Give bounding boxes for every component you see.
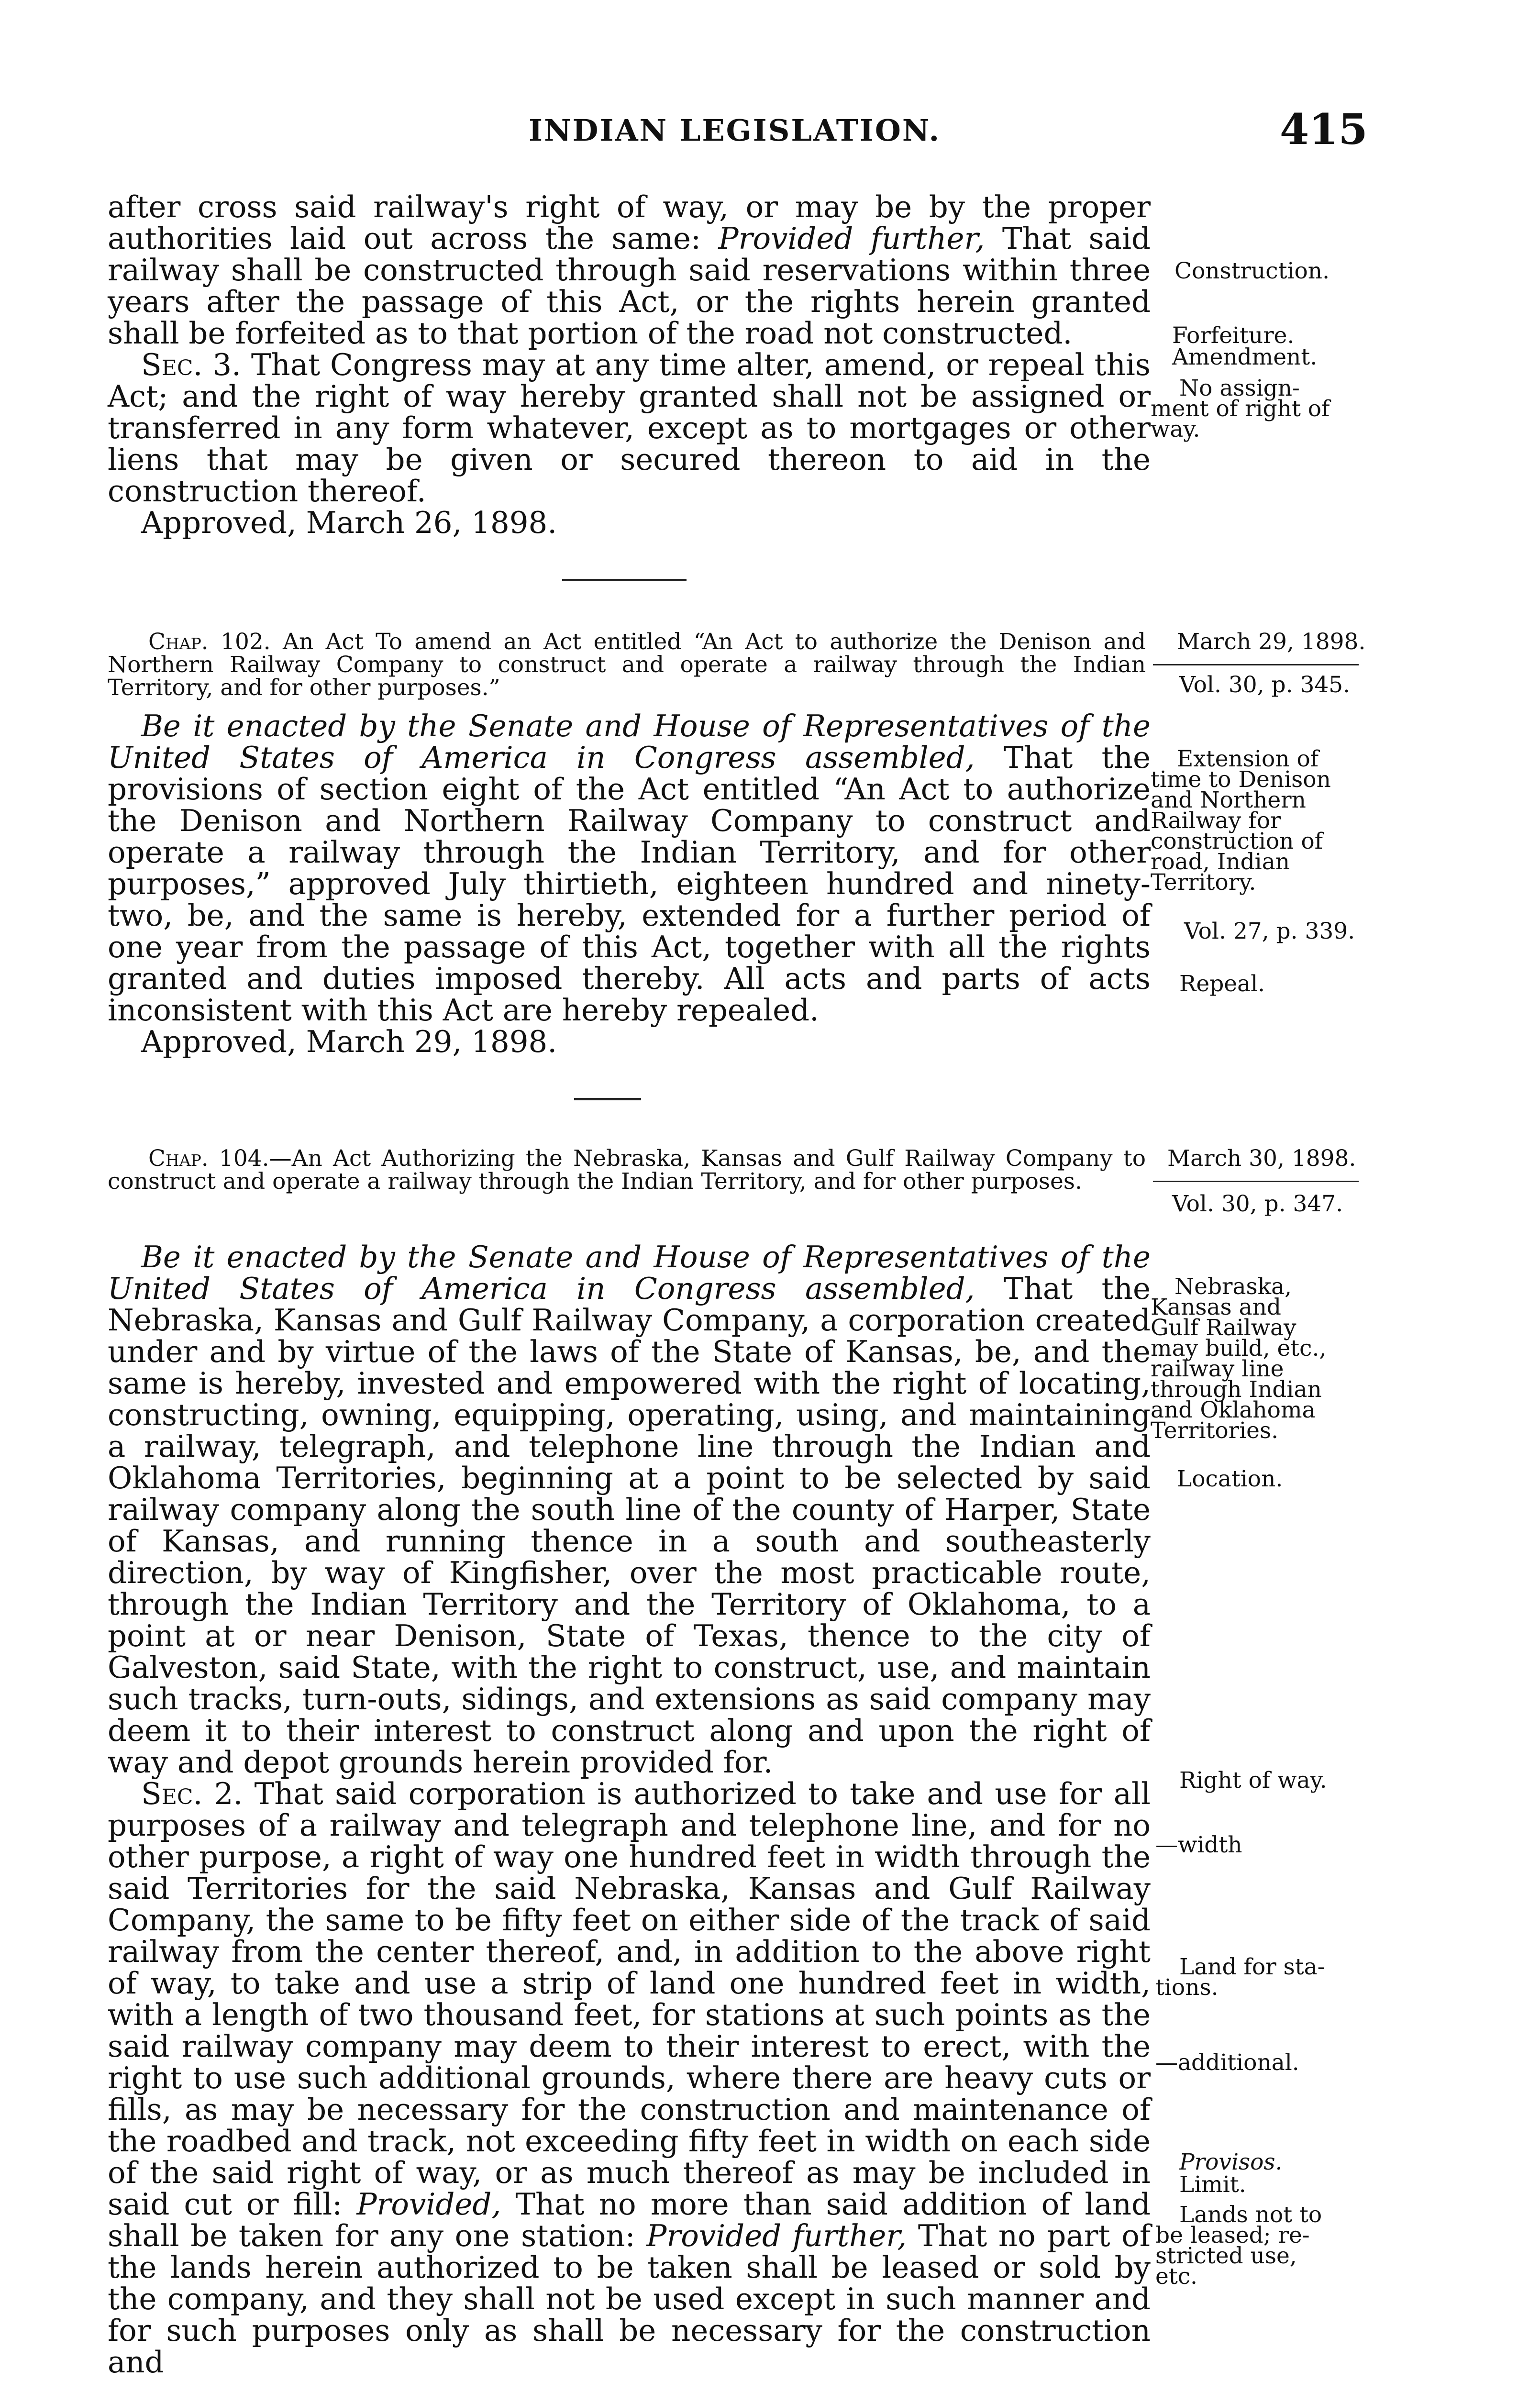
section-2 — [108, 1778, 1151, 2378]
margin-note-provisos: Provisos. — [1179, 2149, 1283, 2175]
enacting-paragraph — [108, 1241, 1151, 1778]
text-run: That no more than said addition of land shall be taken for any one station: — [108, 2187, 1151, 2253]
note-line: Land for sta- — [1179, 1954, 1325, 1980]
note-line: Lands not to — [1179, 2202, 1322, 2228]
note-line: etc. — [1155, 2263, 1197, 2290]
approval-date: Approved, March 29, 1898. — [141, 1024, 557, 1059]
note-line: construction of — [1151, 828, 1323, 854]
note-line: railway line — [1151, 1356, 1284, 1382]
page-number: 415 — [1280, 104, 1368, 154]
chapter-label: Chap. 102. — [148, 629, 271, 655]
note-line: and Oklahoma — [1151, 1397, 1316, 1423]
proviso-italic: Provided further, — [646, 2218, 907, 2253]
note-line: ment of right of — [1151, 396, 1330, 422]
chapter-label: Chap. 104. — [148, 1145, 269, 1172]
note-line: Nebraska, — [1174, 1274, 1292, 1300]
note-line: stricted use, — [1155, 2243, 1297, 2269]
margin-note-chap102-date: March 29, 1898. — [1177, 629, 1366, 655]
section-3 — [108, 349, 1151, 507]
note-line: be leased; re- — [1155, 2222, 1310, 2248]
margin-note-chap104-ref: Vol. 30, p. 347. — [1172, 1191, 1343, 1217]
proviso-italic: Provided further, — [718, 221, 985, 256]
margin-note-extension — [1151, 746, 1331, 896]
text-run: That the Nebraska, Kansas and Gulf Railway Company, a corporation created under and by virtue of the laws of the State of Kansas, be, and the same is hereby, invested and empowered with the right of locating, constructing, owning, equipping, operating, using, and maintaining a railway, telegraph, and telephone line through the Indian and Oklahoma Territories, beginning at a point to be selected by said railway company along the south line of the county of Harper, State of Kansas, and running thence in a south and southeasterly direction, by way of Kingfisher, over the most practicable route, through the Indian Territory and the Territory of Oklahoma, to a point at or near Denison, State of Texas, thence to the city of Galveston, said State, with the right to construct, use, and maintain such tracks, turn-outs, sidings, and extensions as said company may deem it to their interest to construct along and upon the right of way and depot grounds herein provided for. — [108, 1271, 1151, 1780]
margin-note-land-for-stations — [1155, 1954, 1325, 2001]
margin-note-extension-ref: Vol. 27, p. 339. — [1184, 918, 1355, 944]
chap-104-heading — [108, 1147, 1146, 1193]
note-line: way. — [1151, 416, 1200, 443]
margin-note-chap104-date: March 30, 1898. — [1167, 1145, 1356, 1172]
proviso-italic: Provided, — [356, 2187, 501, 2222]
note-line: Gulf Railway — [1151, 1315, 1296, 1341]
text-run: after cross said railway's right of way, or may be by the proper authorities laid out across the same: — [108, 189, 1151, 256]
note-line: through Indian — [1151, 1376, 1322, 1403]
margin-note-right-of-way: Right of way. — [1179, 1767, 1327, 1794]
note-line: No assign- — [1179, 375, 1300, 401]
enacting-paragraph — [108, 710, 1151, 1026]
enacting-clause: Be it enacted by the Senate and House of Representatives of the United States of America in Congress assembled, — [108, 1240, 1151, 1306]
text-run: That the provisions of section eight of the Act entitled “An Act to authorize the Denison and Northern Railway Company to construct and operate a railway through the Indian Territory, and for other purposes,” approved July thirtieth, eighteen hundred and ninety-two, be, and the same is hereby, extended for a further period of one year from the passage of this Act, together with all the rights granted and duties imposed thereby. All acts and parts of acts inconsistent with this Act are hereby repealed. — [108, 740, 1151, 1028]
chap-102-body — [108, 710, 1151, 1058]
margin-note-additional: —additional. — [1155, 2049, 1299, 2076]
margin-note-forfeiture: Forfeiture. — [1172, 322, 1295, 349]
margin-note-repeal: Repeal. — [1179, 971, 1265, 997]
note-line: Territory. — [1151, 869, 1256, 896]
margin-rule — [1153, 664, 1359, 665]
chap-104-body — [108, 1241, 1151, 2378]
note-line: time to Denison — [1151, 766, 1331, 793]
note-line: tions. — [1155, 1974, 1219, 2001]
margin-note-nebraska — [1151, 1274, 1327, 1444]
section-divider — [574, 1098, 641, 1100]
previous-act-continuation — [108, 191, 1151, 539]
note-line: may build, etc., — [1151, 1335, 1327, 1362]
approval-date: Approved, March 26, 1898. — [141, 505, 557, 540]
text-run: That said railway shall be constructed through said reservations within three years after the passage of this Act, or the rights herein granted shall be forfeited as to that portion of the road not constructed. — [108, 221, 1151, 351]
note-line: Kansas and — [1151, 1294, 1281, 1320]
chapter-title: An Act To amend an Act entitled “An Act to authorize the Denison and Northern Railway Company to construct and operate a railway through the Indian Territory, and for other purposes.” — [108, 629, 1146, 701]
text-run: That no part of the lands herein authorized to be taken shall be leased or sold by the company, and they shall not be used except in such manner and for such purposes only as shall be necessary for the construction and — [108, 2218, 1151, 2380]
margin-note-amendment: Amendment. — [1172, 344, 1318, 370]
running-head — [0, 104, 1387, 157]
note-line: Extension of — [1177, 746, 1319, 772]
section-label: Sec. 3. — [141, 347, 241, 382]
enacting-clause: Be it enacted by the Senate and House of Representatives of the United States of America in Congress assembled, — [108, 709, 1151, 775]
section-divider — [562, 579, 687, 581]
running-title: INDIAN LEGISLATION. — [529, 113, 941, 148]
margin-note-no-assignment — [1151, 375, 1330, 443]
chapter-title: —An Act Authorizing the Nebraska, Kansas and Gulf Railway Company to construct and operate a railway through the Indian Territory, and for other purposes. — [108, 1145, 1146, 1195]
text-run: That said corporation is authorized to take and use for all purposes of a railway and telegraph and telephone line, and for no other purpose, a right of way one hundred feet in width through the said Territories for the said Nebraska, Kansas and Gulf Railway Company, the same to be fifty feet on either side of the track of said railway from the center thereof, and, in addition to the above right of way, to take and use a strip of land one hundred feet in width, with a length of two thousand feet, for stations at such points as the said railway company may deem to their interest to erect, with the right to use such additional grounds, where there are heavy cuts or fills, as may be necessary for the construction and maintenance of the roadbed and track, not exceeding fifty feet in width on each side of the said right of way, or as much thereof as may be included in said cut or fill: — [108, 1776, 1151, 2222]
paragraph-construction — [108, 191, 1151, 349]
note-line: and Northern — [1151, 787, 1306, 813]
margin-note-lands-not-leased — [1155, 2202, 1322, 2290]
margin-note-chap102-ref: Vol. 30, p. 345. — [1179, 672, 1351, 698]
chap-102-heading — [108, 631, 1146, 699]
note-line: Railway for — [1151, 808, 1281, 834]
note-line: Territories. — [1151, 1417, 1279, 1444]
margin-note-width: —width — [1155, 1832, 1242, 1858]
note-line: road, Indian — [1151, 849, 1290, 875]
text-run: That Congress may at any time alter, amend, or repeal this Act; and the right of way hereby granted shall not be assigned or transferred in any form whatever, except as to mortgages or other liens that may be given or secured thereon to aid in the construction thereof. — [108, 347, 1151, 509]
margin-rule — [1153, 1181, 1359, 1182]
section-label: Sec. 2. — [141, 1776, 243, 1811]
margin-note-limit: Limit. — [1179, 2171, 1246, 2198]
margin-note-location: Location. — [1177, 1466, 1283, 1492]
margin-note-construction: Construction. — [1174, 258, 1330, 284]
